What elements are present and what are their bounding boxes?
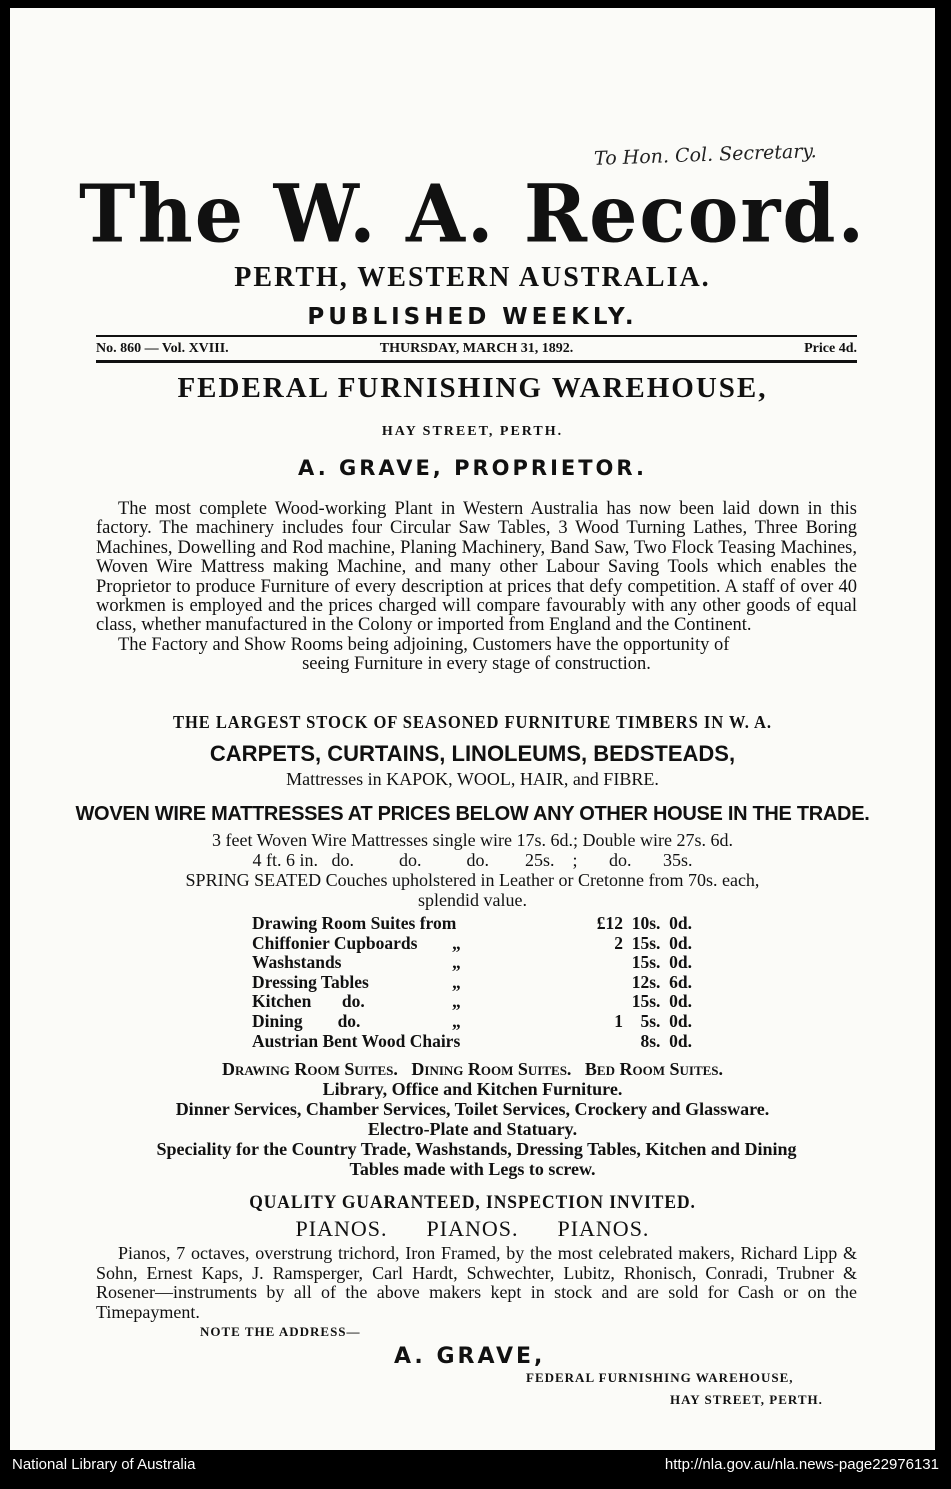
- carpets-heading: CARPETS, CURTAINS, LINOLEUMS, BEDSTEADS,: [209, 741, 736, 766]
- price-row: [252, 1032, 722, 1052]
- factory-line-1: The Factory and Show Rooms being adjoining, Customers have the opportunity of: [118, 634, 730, 655]
- price-row: [252, 1012, 722, 1032]
- woven-wire-heading: WOVEN WIRE MATTRESSES AT PRICES BELOW ANY OTHER HOUSE IN THE TRADE.: [75, 803, 870, 825]
- price-amount: 12s. 6d.: [631, 971, 692, 992]
- price-amount: 15s. 0d.: [631, 991, 692, 1012]
- price-list: [252, 914, 722, 1051]
- pianos-heading: PIANOS. PIANOS. PIANOS.: [295, 1216, 650, 1241]
- mattresses-line: Mattresses in KAPOK, WOOL, HAIR, and FIBRE.: [286, 769, 659, 789]
- business-heading: FEDERAL FURNISHING WAREHOUSE,: [177, 372, 768, 404]
- business-street: HAY STREET, PERTH.: [381, 424, 564, 439]
- price-amount: 8s. 0d.: [640, 1030, 692, 1051]
- signature-name: A. GRAVE,: [394, 1344, 546, 1369]
- price-item: Washstands: [252, 952, 342, 973]
- woven-line-2: 4 ft. 6 in. do. do. do. 25s. ; do. 35s.: [252, 850, 693, 870]
- price-ditto: „: [452, 991, 461, 1012]
- largest-stock-heading: THE LARGEST STOCK OF SEASONED FURNITURE TIMBERS IN W. A.: [173, 712, 772, 732]
- masthead-subtitle: PERTH, WESTERN AUSTRALIA.: [234, 262, 711, 293]
- woven-line-1: 3 feet Woven Wire Mattresses single wire 17s. 6d.; Double wire 27s. 6d.: [211, 830, 734, 850]
- price-ditto: „: [452, 952, 461, 973]
- price-amount: 2 15s. 0d.: [614, 932, 692, 953]
- proprietor-heading: A. GRAVE, PROPRIETOR.: [298, 456, 647, 480]
- factory-line-2: seeing Furniture in every stage of construction.: [302, 654, 651, 675]
- pianos-paragraph: [96, 1244, 857, 1322]
- divider-bottom: [96, 360, 857, 363]
- price-amount: 15s. 0d.: [631, 952, 692, 973]
- spring-line-1: SPRING SEATED Couches upholstered in Leather or Cretonne from 70s. each,: [185, 870, 760, 890]
- price-item: Dressing Tables: [252, 971, 369, 992]
- signature-street: HAY STREET, PERTH.: [670, 1392, 823, 1407]
- price-row: [252, 953, 722, 973]
- issue-date: THURSDAY, MARCH 31, 1892.: [379, 341, 574, 356]
- masthead-title: The W. A. Record.: [78, 166, 867, 261]
- price-item: Kitchen do.: [252, 991, 365, 1012]
- spring-line-2: splendid value.: [418, 890, 527, 910]
- price-row: [252, 934, 722, 954]
- services-line: Dinner Services, Chamber Services, Toilet Services, Crockery and Glassware.: [175, 1099, 770, 1119]
- handwritten-annotation: To Hon. Col. Secretary.: [594, 140, 818, 170]
- intro-text: The most complete Wood-working Plant in Western Australia has now been laid down in this factory. The machinery includes four Circular Saw Tables, 3 Wood Turning Lathes, Three Boring Machines, Dowelling and Rod machine, Planing Machinery, Band Saw, Two Flock Teasing Machines, Woven Wire Mattress making Machine, and many other Labour Saving Tools which enables the Proprietor to produce Furniture of every description at prices that defy competition. A staff of over 40 workmen is employed and the prices charged will compare favourably with any other goods of equal class, whether manufactured in the Colony or imported from England and the Continent.: [96, 499, 857, 636]
- price-amount: £12 10s. 0d.: [596, 913, 692, 933]
- pianos-text: Pianos, 7 octaves, overstrung trichord, Iron Framed, by the most celebrated makers, Richard Lipp & Sohn, Ernest Kaps, J. Ramsperger, Carl Hardt, Schwechter, Lubitz, Rhonisch, Conradi, Trubner & Rosener—instruments by all of the above makers kept in stock and are sold for Cash or on the Timepayment.: [96, 1243, 857, 1322]
- price-row: [252, 973, 722, 993]
- newspaper-page: [10, 8, 935, 1450]
- price-item: Drawing Room Suites from: [252, 913, 457, 933]
- price-item: Dining do.: [252, 1010, 361, 1031]
- price-ditto: „: [452, 1010, 461, 1031]
- price-item: Chiffonier Cupboards: [252, 932, 418, 953]
- intro-paragraph: [96, 500, 857, 675]
- issue-price: Price 4d.: [804, 341, 857, 356]
- price-ditto: „: [452, 971, 461, 992]
- price-row: [252, 914, 722, 934]
- note-address: NOTE THE ADDRESS—: [200, 1324, 361, 1339]
- speciality-line-1: Speciality for the Country Trade, Washstands, Dressing Tables, Kitchen and Dining: [156, 1139, 797, 1159]
- library-line: Library, Office and Kitchen Furniture.: [322, 1079, 623, 1099]
- masthead-frequency: PUBLISHED WEEKLY.: [307, 304, 638, 330]
- signature-business: FEDERAL FURNISHING WAREHOUSE,: [526, 1370, 794, 1385]
- speciality-line-2: Tables made with Legs to screw.: [349, 1159, 596, 1179]
- quality-heading: QUALITY GUARANTEED, INSPECTION INVITED.: [249, 1192, 696, 1213]
- footer-source: National Library of Australia: [12, 1456, 196, 1473]
- issue-volume: No. 860 — Vol. XVIII.: [96, 341, 229, 356]
- electro-line: Electro-Plate and Statuary.: [367, 1119, 578, 1139]
- suites-line: Drawing Room Suites. Dining Room Suites. Bed Room Suites.: [221, 1059, 724, 1079]
- price-row: [252, 992, 722, 1012]
- divider-top: [96, 335, 857, 337]
- price-amount: 1 5s. 0d.: [614, 1010, 692, 1031]
- price-ditto: „: [452, 932, 461, 953]
- footer-url-link[interactable]: http://nla.gov.au/nla.news-page22976131: [664, 1456, 939, 1473]
- price-item: Austrian Bent Wood Chairs: [252, 1030, 461, 1051]
